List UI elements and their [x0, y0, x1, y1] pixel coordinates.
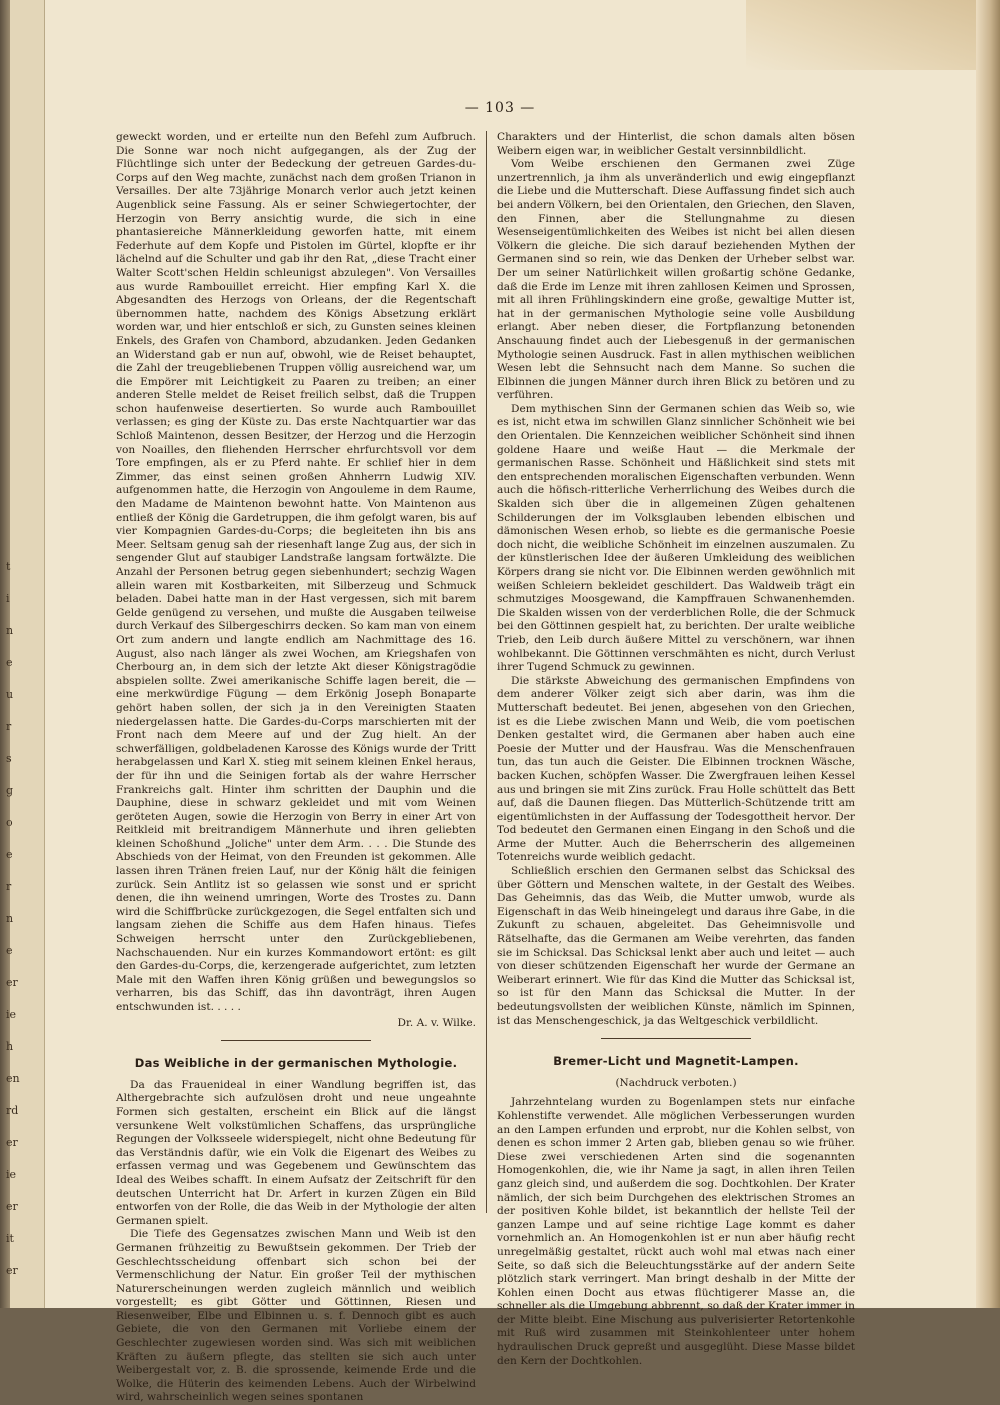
margin-fragment: t — [6, 560, 11, 573]
margin-fragment: er — [6, 1264, 18, 1277]
adjacent-page-strip — [0, 0, 45, 1308]
margin-fragment: it — [6, 1232, 14, 1245]
left-column — [116, 131, 476, 1405]
margin-fragment: en — [6, 1072, 20, 1085]
margin-fragment: u — [6, 688, 14, 701]
margin-fragment: e — [6, 656, 13, 669]
column-rule — [486, 131, 487, 1213]
article-divider — [221, 1040, 371, 1041]
margin-fragment: n — [6, 624, 14, 637]
article-paragraph: Die Tiefe des Gegensatzes zwischen Mann und Weib ist den Germanen frühzeitig zu Bewußtsein gekommen. Der Trieb der Geschlechtsscheidung offenbart sich schon bei der Vermenschlichung der Natur. Ein großer Teil der mythischen Naturerscheinungen werden zugleich männlich und weiblich vorgestellt; es gibt Götter und Göttinnen, Riesen und Riesenweiber, Elbe und Elbinnen u. s. f. Dennoch gibt es auch Gebiete, die von den Germanen mit Vorliebe einem der Geschlechter zugewiesen worden sind. Was sich mit weiblichen Kräften zu äußern pflegte, das stellten sie sich auch unter Weibergestalt vor, z. B. die sprossende, keimende Erde und die Wolke, die Hüterin des keimenden Lebens. Auch der Wirbelwind wird, wahrscheinlich wegen seines spontanen — [116, 1228, 476, 1404]
article-divider — [601, 1038, 751, 1039]
margin-fragment: i — [6, 592, 10, 605]
margin-fragment: er — [6, 976, 18, 989]
margin-fragment: h — [6, 1040, 14, 1053]
article-paragraph: Da das Frauenideal in einer Wandlung begriffen ist, das Althergebrachte sich aufzulösen droht und neue ungeahnte Formen sich gestalten, erscheint ein Blick auf die längst versunkene Welt volkstümlichen Schaffens, das ursprüngliche Regungen der Volksseele widerspiegelt, nicht ohne Bedeutung für das Verständnis dafür, wie ein Volk die Eigenart des Weibes zu erfassen vermag und was Gegebenem und Gewünschtem das Ideal des Weibes schafft. In einem Aufsatz der Zeitschrift für den deutschen Unterricht hat Dr. Arfert in kurzen Zügen ein Bild entworfen von der Rolle, die das Weib in der Mythologie der alten Germanen spielt. — [116, 1078, 476, 1227]
margin-fragment: r — [6, 880, 12, 893]
article-paragraph: Die stärkste Abweichung des germanischen Empfindens von dem anderer Völker zeigt sich aber darin, was ihm die Mutterschaft bedeutet. Bei jenen, abgesehen von den Griechen, ist es die Liebe zwischen Mann und Weib, die vom poetischen Denken gestaltet wird, die Germanen aber haben auch eine Poesie der Mutter und der Hausfrau. Was die Menschenfrauen tun, das tun auch die Geister. Die Elbinnen trocknen Wäsche, backen Kuchen, schöpfen Wasser. Die Zwergfrauen leihen Kessel aus und bringen sie mit Zins zurück. Frau Holle schüttelt das Bett auf, daß die Daunen fliegen. Das Mütterlich-Schützende tritt am eigentümlichsten in der Auffassung der Todesgottheit hervor. Der Tod bedeutet den Germanen einen Eingang in den Schoß und die Arme der Mutter. Auch die Beherrscherin des allgemeinen Totenreichs wurde weiblich gedacht. — [497, 674, 855, 864]
margin-fragment: e — [6, 944, 13, 957]
article-paragraph: Charakters und der Hinterlist, die schon damals alten bösen Weibern eigen war, in weiblicher Gestalt versinnbildlicht. — [497, 131, 855, 157]
margin-fragment: er — [6, 1136, 18, 1149]
article-headline: Das Weibliche in der germanischen Mythologie. — [134, 1056, 458, 1071]
margin-fragment: n — [6, 912, 14, 925]
author-signature: Dr. A. v. Wilke. — [397, 1016, 476, 1029]
article-paragraph: geweckt worden, und er erteilte nun den Befehl zum Aufbruch. Die Sonne war noch nicht aufgegangen, als der Zug der Flüchtlinge sich unter der Bedeckung der getreuen Gardes-du-Corps auf den Weg machte, zunächst nach dem großen Trianon in Versailles. Der alte 73jährige Monarch verlor auch jetzt keinen Augenblick seine Fassung. Als er seiner Schwiegertochter, der Herzogin von Berry ansichtig wurde, die sich in eine phantasiereiche Männerkleidung geworfen hatte, mit einem Federhute auf dem Kopfe und Pistolen im Gürtel, klopfte er ihr lächelnd auf die Schulter und gab ihr den Rat, „diese Tracht einer Walter Scott'schen Heldin schleunigst abzulegen". Von Versailles aus wurde Rambouillet erreicht. Hier empfing Karl X. die Abgesandten des Herzogs von Orleans, der die Regentschaft übernommen hatte, nachdem des Königs Absetzung erklärt worden war, und hier entschloß er sich, zu Gunsten seines kleinen Enkels, des Grafen von Chambord, abzudanken. Jeden Gedanken an Widerstand gab er nun auf, obwohl, wie de Reiset behauptet, die Zahl der treugebliebenen Truppen völlig ausreichend war, um die Empörer mit Leichtigkeit zu Paaren zu treiben; an einer anderen Stelle meldet de Reiset freilich selbst, daß die Truppen schon haufenweise desertierten. So wurde auch Rambouillet verlassen; es ging der Küste zu. Das erste Nachtquartier war das Schloß Maintenon, dessen Besitzer, der Herzog und die Herzogin von Noailles, den fliehenden Herrscher ehrfurchtsvoll vor dem Tore empfingen, als er zu Pferd nahte. Er schlief hier in dem Zimmer, das einst seinen großen Ahnherrn Ludwig XIV. aufgenommen hatte, die Herzogin von Angouleme in dem Raume, den Madame de Maintenon bewohnt hatte. Von Maintenon aus entließ der König die Gardetruppen, die ihm gefolgt waren, bis auf vier Kompagnien Gardes-du-Corps; die begleiteten ihn bis ans Meer. Seltsam genug sah der riesenhaft lange Zug aus, der sich in sengender Glut auf staubiger Landstraße langsam fortwälzte. Die Anzahl der Personen betrug gegen siebenhundert; sechzig Wagen allein waren mit Kostbarkeiten, mit Silberzeug und Schmuck beladen. Dabei hatte man in der Hast vergessen, sich mit barem Gelde genügend zu versehen, und mußte die Ausgaben teilweise durch Verkauf des Silbergeschirrs decken. So kam man von einem Ort zum andern und langte endlich am Nachmittage des 16. August, also nach länger als zwei Wochen, am Kriegshafen von Cherbourg an, in dem sich der letzte Akt dieser Königstragödie abspielen sollte. Zwei amerikanische Schiffe lagen bereit, die — eine merkwürdige Fügung — dem Erkönig Joseph Bonaparte gehört haben sollen, der sich ja in den Vereinigten Staaten niedergelassen hatte. Die Gardes-du-Corps marschierten mit der Front nach dem Meere auf und der Zug hielt. An der schwerfälligen, goldbeladenen Karosse des Königs wurde der Tritt herabgelassen und Karl X. stieg mit seinem kleinen Enkel heraus, der für ihn und die Seinigen fortab als der wahre Herrscher Frankreichs galt. Hinter ihm schritten der Dauphin und die Dauphine, diese in schwarz gekleidet und mit vom Weinen geröteten Augen, sowie die Herzogin von Berry in einer Art von Reitkleid mit breitrandigem Männerhute und ihren geliebten kleinen Schoßhund „Joliche" unter dem Arm. . . . Die Stunde des Abschieds von der Heimat, von den Freunden ist gekommen. Alle lassen ihren Tränen freien Lauf, nur der König hält die feinigen zurück. Sein Antlitz ist so gelassen wie sonst und er spricht denen, die ihn weinend umringen, Worte des Trostes zu. Dann wird die Schiffbrücke zurückgezogen, die Segel entfalten sich und langsam ziehen die Schiffe aus dem Hafen hinaus. Tiefes Schweigen herrscht unter den Zurückgebliebenen, Nachschauenden. Nur ein kurzes Kommandowort ertönt: es gilt den Gardes-du-Corps, die, kerzengerade aufgerichtet, zum letzten Male mit den Waffen ihren König grüßen und bewegungslos so verharren, bis das Schiff, das ihn davonträgt, ihren Augen entschwunden ist. . . . . — [116, 131, 476, 1013]
margin-fragment: r — [6, 720, 12, 733]
page-edge-right — [976, 0, 1000, 1308]
margin-fragment: er — [6, 1200, 18, 1213]
margin-fragment: e — [6, 848, 13, 861]
article-paragraph: Schließlich erschien den Germanen selbst das Schicksal des über Göttern und Menschen waltete, in der Gestalt des Weibes. Das Geheimnis, das das Weib, die Mutter umwob, wurde als Eigenschaft in das Weib hineingelegt und daraus ihre Gabe, in die Zukunft zu schauen, abgeleitet. Das Geheimnisvolle und Rätselhafte, das die Germanen am Weibe verehrten, das fanden sie im Schicksal. Das Schicksal lenkt aber auch und leitet — auch von dieser schützenden Eigenschaft her wurde der Germane an Weiberart erinnert. Wie für das Kind die Mutter das Schicksal ist, so ist für den Mann das Schicksal die Mutter. In der bedeutungsvollsten der weiblichen Künste, nämlich im Spinnen, ist das Menschengeschick, ja das Weltgeschick verbildlicht. — [497, 865, 855, 1027]
article-paragraph: Jahrzehntelang wurden zu Bogenlampen stets nur einfache Kohlenstifte verwendet. Alle möglichen Verbesserungen wurden an den Lampen erfunden und erprobt, nur die Kohlen selbst, von denen es schon immer 2 Arten gab, blieben genau so wie früher. Diese zwei verschiedenen Arten sind die sogenannten Homogenkohlen, die, wie ihr Name ja sagt, in allen ihren Teilen ganz gleich sind, und außerdem die sog. Dochtkohlen. Der Krater nämlich, der sich beim Durchgehen des elektrischen Stromes an der positiven Kohle bildet, ist bekanntlich der hellste Teil der ganzen Lampe und auf seine richtige Lage kommt es daher vornehmlich an. An Homogenkohlen ist er nun aber häufig recht unregelmäßig gestaltet, rückt auch wohl mal etwas nach einer Seite, so daß sich die Beleuchtungsstärke auf der andern Seite plötzlich stark verringert. Man bringt deshalb in der Mitte der Kohlen einen Docht aus etwas flüchtigerer Masse an, die schneller als die Umgebung abbrennt, so daß der Krater immer in der Mitte bleibt. Eine Mischung aus pulverisierter Retortenkohle mit Ruß wird zusammen mit Steinkohlenteer unter hohem hydraulischen Druck gepreßt und ausgeglüht. Diese Masse bildet den Kern der Dochtkohlen. — [497, 1096, 855, 1367]
margin-fragment: o — [6, 816, 13, 829]
page-number: — 103 — — [464, 100, 536, 116]
margin-fragment: ie — [6, 1168, 17, 1181]
article-paragraph: Vom Weibe erschienen den Germanen zwei Züge unzertrennlich, ja ihm als unveränderlich und ewig eingepflanzt die Liebe und die Mutterschaft. Diese Auffassung findet sich auch bei andern Völkern, bei den Orientalen, den Griechen, den Slaven, den Finnen, aber die Stellungnahme zu diesen Wesenseigentümlichkeiten des Weibes ist nicht bei allen diesen Völkern die gleiche. Die sich darauf beziehenden Mythen der Germanen sind so rein, wie das Denken der Urheber selbst war. Der um seiner Natürlichkeit willen großartig schöne Gedanke, daß die Erde im Lenze mit ihren zahllosen Keimen und Sprossen, mit all ihren Frühlingskindern eine große, gewaltige Mutter ist, hat in der germanischen Mythologie seine volle Ausbildung erlangt. Aber neben dieser, die Fortpflanzung betonenden Anschauung findet auch der Liebesgenuß in der germanischen Mythologie seinen Ausdruck. Fast in allen mythischen weiblichen Wesen lebt die Sehnsucht nach dem Manne. So suchen die Elbinnen die jungen Männer durch ihren Blick zu betören und zu verführen. — [497, 158, 855, 402]
article-subhead: (Nachdruck verboten.) — [615, 1076, 737, 1089]
right-column — [497, 131, 855, 1368]
margin-fragment: ie — [6, 1008, 17, 1021]
margin-fragment: g — [6, 784, 14, 797]
article-headline: Bremer-Licht und Magnetit-Lampen. — [553, 1054, 799, 1069]
margin-fragment: s — [6, 752, 12, 765]
article-paragraph: Dem mythischen Sinn der Germanen schien das Weib so, wie es ist, nicht etwa im schwillen Glanz sinnlicher Schönheit wie bei den Orientalen. Die Kennzeichen weiblicher Schönheit sind ihnen goldene Haare und weiße Haut — die Merkmale der germanischen Rasse. Schönheit und Häßlichkeit sind stets mit den entsprechenden moralischen Eigenschaften verbunden. Wenn auch die höfisch-ritterliche Verherrlichung des Weibes durch die Skalden sich über die in allgemeinen Zügen gehaltenen Schilderungen der im Volksglauben lebenden elbischen und dämonischen Wesen erhob, so liebte es die germanische Poesie doch nicht, die weibliche Schönheit im einzelnen auszumalen. Zu der künstlerischen Idee der äußeren Umkleidung des weiblichen Körpers drang sie nicht vor. Die Elbinnen werden gewöhnlich mit weißen Schleiern bekleidet geschildert. Das Waldweib trägt ein schmutziges Moosgewand, die Kampffrauen Schwanenhemden. Die Skalden wissen von der verderblichen Rolle, die der Schmuck bei den Göttinnen gespielt hat, zu berichten. Der uralte weibliche Trieb, den Leib durch äußere Mittel zu verschönern, war ihnen wohlbekannt. Die Göttinnen verschmähten es nicht, durch Verlust ihrer Tugend Schmuck zu gewinnen. — [497, 402, 855, 674]
page-corner-wear — [746, 0, 976, 70]
margin-fragment: rd — [6, 1104, 19, 1117]
